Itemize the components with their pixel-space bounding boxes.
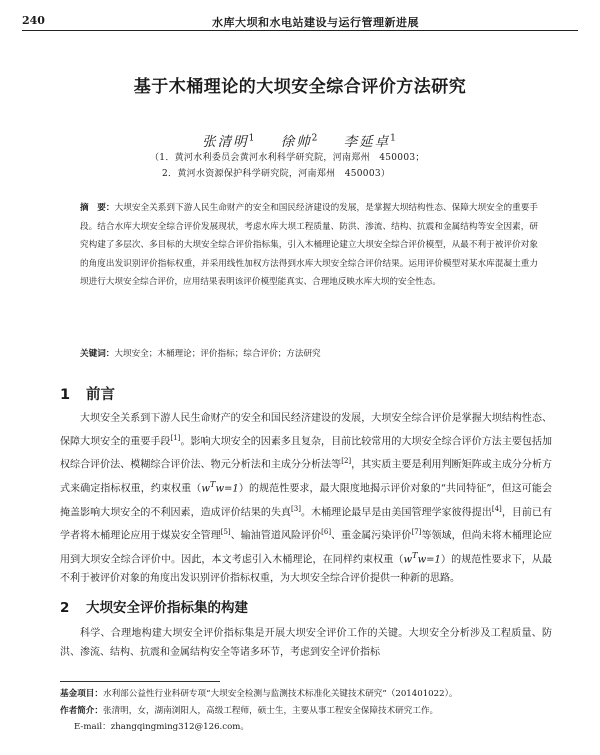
section-title: 前言 xyxy=(86,387,115,403)
keywords-text: 大坝安全；木桶理论；评价指标；综合评价；方法研究 xyxy=(114,349,321,359)
journal-title: 水库大坝和水电站建设与运行管理新进展 xyxy=(212,16,419,29)
text-run: 等领域，但尚未将木桶理论应用到大坝安全综合评价中。因此，本文考虑引入木桶理论，在同样约束权重（ xyxy=(60,530,553,566)
fund-text: 水利部公益性行业科研专项“大坝安全检测与监测技术标准化关键技术研究”（201401022）。 xyxy=(102,689,458,699)
text-run: 。木桶理论最早是由美国管理学家彼得提出 xyxy=(300,506,492,518)
author-note-text: 张清明，女，湖南浏阳人，高级工程师，硕士生，主要从事工程安全保障技术研究工作。 xyxy=(102,705,439,716)
author-name: 张清明 xyxy=(202,134,249,150)
author-note-label: 作者简介： xyxy=(60,705,103,716)
affiliation: 2．黄河水资源保护科学研究院，河南郑州 450003） xyxy=(162,169,391,179)
paper-title: 基于木桶理论的大坝安全综合评价方法研究 xyxy=(133,77,467,97)
author-email: E-mail：zhangqingming312@126.com。 xyxy=(74,722,250,732)
section-number: 1 xyxy=(60,387,71,403)
author-list xyxy=(0,130,600,150)
section-title: 大坝安全评价指标集的构建 xyxy=(86,600,248,616)
text-run: ）的规范性要求下，从最不利于被评价对象的角度出发识别评价指标权重，为大坝安全综合评价提供一种新的思路。 xyxy=(60,554,553,585)
author xyxy=(344,130,398,150)
author-name: 李延卓 xyxy=(343,134,391,150)
fund-label: 基金项目： xyxy=(60,689,103,699)
text-run: 大坝安全关系到下游人民生命财产的安全和国民经济建设的发展，大坝安全综合评价是掌握大坝结构性态、保障大坝安全的重要手段 xyxy=(60,413,552,448)
text-run: ）的规范性要求，最大限度地揭示评价对象的“共同特征”，但这可能会掩盖影响大坝安全的不利因素，造成评价结果的失真 xyxy=(60,483,553,518)
math-expr: w=1 xyxy=(417,554,441,566)
citation: [7] xyxy=(411,527,422,536)
keywords xyxy=(80,347,538,359)
text-run: 、输油管道风险评价 xyxy=(230,530,322,542)
citation: [1] xyxy=(170,433,181,442)
author-affil-mark: 1 xyxy=(248,133,257,144)
section-number: 2 xyxy=(60,600,70,616)
citation: [4] xyxy=(491,504,502,513)
body-paragraph xyxy=(60,410,552,589)
citation: [6] xyxy=(321,527,332,536)
text-run: ，目前已有学者将木桶理论应用于煤炭安全管理 xyxy=(60,506,553,542)
citation: [5] xyxy=(220,527,231,536)
author-affil-mark: 2 xyxy=(311,133,320,144)
footnote-rule xyxy=(60,681,220,682)
author xyxy=(281,130,320,150)
abstract-label: 摘 要： xyxy=(80,203,115,213)
abstract xyxy=(80,199,538,292)
running-header xyxy=(22,14,578,31)
footnotes xyxy=(60,686,552,736)
keywords-label: 关键词： xyxy=(80,349,115,359)
text-run: 、重金属污染评价 xyxy=(331,530,412,542)
text-run: ，其实质主要是利用判断矩阵或主成分分析方式来确定指标权重，约束权重（ xyxy=(60,459,553,495)
citation: [2] xyxy=(341,457,352,466)
math-var: w xyxy=(403,554,413,566)
author-name: 徐帅 xyxy=(280,134,312,150)
math-var: w xyxy=(201,483,210,495)
abstract-text: 大坝安全关系到下游人民生命财产的安全和国民经济建设的发展，是掌握大坝结构性态、保障大坝安全的重要手段。结合水库大坝安全综合评价发展现状，考虑水库大坝工程质量、防洪、渗流、结构、抗震和金属结构等安全因素，研究构建了多层次、多目标的大坝安全综合评价指标集，引入木桶理论建立大坝安全综合评价模型，从最不利于被评价对象的角度出发识别评价指标权重，并采用线性加权方法得到水库大坝安全综合评价结果。运用评价模型对某水库混凝土重力坝进行大坝安全综合评价，应用结果表明该评价模型能真实、合理地反映水库大坝的安全性态。 xyxy=(80,203,538,288)
math-expr: w=1 xyxy=(215,483,239,495)
section-heading xyxy=(60,596,248,616)
section-heading xyxy=(60,383,115,404)
citation: [3] xyxy=(291,504,301,513)
author-affil-mark: 1 xyxy=(390,133,398,144)
affiliation: （1．黄河水利委员会黄河水利科学研究院，河南郑州 450003； xyxy=(150,153,425,163)
body-paragraph: 科学、合理地构建大坝安全评价指标集是开展大坝安全评价工作的关键。大坝安全分析涉及工程质量、防洪、渗流、结构、抗震和金属结构安全等诸多环节，考虑到安全评价指标 xyxy=(60,628,552,658)
text-run: 。影响大坝安全的因素多且复杂，目前比较常用的大坝安全综合评价方法主要包括加权综合评价法、模糊综合评价法、物元分析法和主成分分析法等 xyxy=(60,436,553,471)
fund-note xyxy=(60,686,552,703)
math-sup: T xyxy=(209,479,216,490)
author-note xyxy=(60,703,552,720)
author xyxy=(202,130,256,150)
page-number: 240 xyxy=(22,14,45,27)
math-sup: T xyxy=(412,550,418,561)
